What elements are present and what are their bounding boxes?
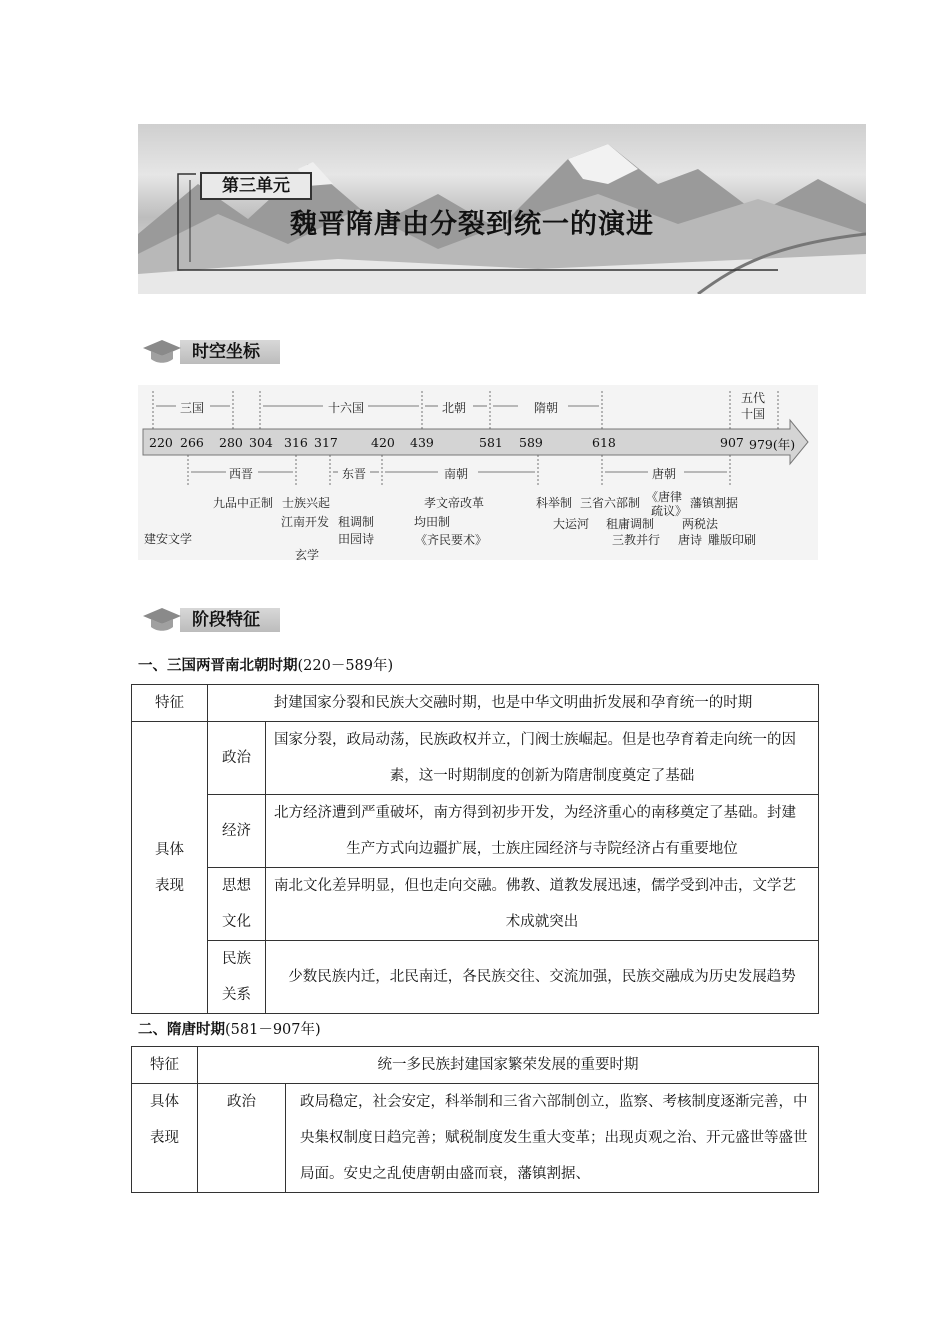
year-label: 589 <box>519 435 543 450</box>
row-label: 政治 <box>208 722 266 795</box>
row-label: 经济 <box>208 795 266 868</box>
event-label: 两税法 <box>682 517 719 531</box>
row-value: 国家分裂，政局动荡，民族政权并立，门阀士族崛起。但是也孕育着走向统一的因素，这一时期制度的创新为隋唐制度奠定了基础 <box>266 722 819 795</box>
year-label: 420 <box>371 435 395 450</box>
graduation-cap-icon <box>140 338 186 366</box>
year-label: 220 <box>149 435 173 450</box>
graduation-cap-icon <box>140 606 186 634</box>
event-label: 租庸调制 <box>606 517 655 531</box>
row-label: 政治 <box>198 1084 286 1193</box>
event-label: 唐诗 <box>678 533 703 547</box>
part1-table <box>131 684 819 1014</box>
year-label: 979(年) <box>749 437 796 452</box>
detail-label: 具体 表现 <box>132 1084 198 1193</box>
period-label: 南朝 <box>444 467 469 481</box>
year-label: 280 <box>219 435 243 450</box>
period-label: 十国 <box>741 407 766 421</box>
timeline <box>138 385 818 560</box>
unit-label: 第三单元 <box>200 172 312 200</box>
part2-title: 二、隋唐时期(581－907年) <box>138 1022 321 1038</box>
event-label: 士族兴起 <box>282 496 331 510</box>
part1-title: 一、三国两晋南北朝时期(220－589年) <box>138 658 394 674</box>
period-label: 北朝 <box>442 401 467 415</box>
event-label: 租调制 <box>338 515 375 529</box>
event-label: 《齐民要术》 <box>415 533 488 547</box>
row-value: 南北文化差异明显，但也走向交融。佛教、道教发展迅速，儒学受到冲击，文学艺术成就突出 <box>266 868 819 941</box>
period-label: 隋朝 <box>534 401 559 415</box>
event-label: 孝文帝改革 <box>424 496 485 510</box>
row-value: 政局稳定，社会安定，科举制和三省六部制创立，监察、考核制度逐渐完善，中央集权制度日趋完善；赋税制度发生重大变革；出现贞观之治、开元盛世等盛世局面。安史之乱使唐朝由盛而衰，藩镇割据、 <box>286 1084 819 1193</box>
year-label: 581 <box>479 435 503 450</box>
year-label: 266 <box>180 435 204 450</box>
event-label: 三省六部制 <box>580 496 641 510</box>
period-label: 唐朝 <box>652 467 677 481</box>
row-label: 思想 文化 <box>208 868 266 941</box>
event-label: 江南开发 <box>281 515 330 529</box>
period-label: 东晋 <box>342 467 367 481</box>
unit-title: 魏晋隋唐由分裂到统一的演进 <box>290 209 654 240</box>
feature-value: 封建国家分裂和民族大交融时期，也是中华文明曲折发展和孕育统一的时期 <box>208 685 819 722</box>
feature-label: 特征 <box>132 685 208 722</box>
event-label: 《唐律 <box>646 490 683 504</box>
year-label: 618 <box>592 435 616 450</box>
event-label: 大运河 <box>553 517 590 531</box>
period-label: 五代 <box>741 391 766 405</box>
event-label: 藩镇割据 <box>690 496 739 510</box>
event-label: 建安文学 <box>144 532 193 546</box>
event-label: 三教并行 <box>612 533 661 547</box>
event-label: 田园诗 <box>338 532 375 546</box>
feature-label: 特征 <box>132 1047 198 1084</box>
timeline-section-heading: 时空坐标 <box>140 338 282 366</box>
year-label: 316 <box>284 435 308 450</box>
year-label: 907 <box>720 435 744 450</box>
event-label: 均田制 <box>414 515 451 529</box>
stage-section-heading: 阶段特征 <box>140 606 282 634</box>
row-value: 北方经济遭到严重破坏，南方得到初步开发，为经济重心的南移奠定了基础。封建生产方式向边疆扩展，士族庄园经济与寺院经济占有重要地位 <box>266 795 819 868</box>
row-value: 少数民族内迁，北民南迁，各民族交往、交流加强，民族交融成为历史发展趋势 <box>266 941 819 1014</box>
event-label: 九品中正制 <box>213 496 274 510</box>
detail-label: 具体 表现 <box>132 722 208 1014</box>
year-label: 317 <box>314 435 338 450</box>
event-label: 科举制 <box>536 496 573 510</box>
event-label: 玄学 <box>295 548 320 562</box>
feature-value: 统一多民族封建国家繁荣发展的重要时期 <box>198 1047 819 1084</box>
year-label: 304 <box>249 435 273 450</box>
period-label: 西晋 <box>229 467 254 481</box>
event-label: 雕版印刷 <box>708 533 757 547</box>
period-label: 十六国 <box>328 401 365 415</box>
period-label: 三国 <box>180 401 205 415</box>
event-label: 疏议》 <box>651 504 688 518</box>
year-label: 439 <box>410 435 434 450</box>
part2-table <box>131 1046 819 1193</box>
row-label: 民族 关系 <box>208 941 266 1014</box>
